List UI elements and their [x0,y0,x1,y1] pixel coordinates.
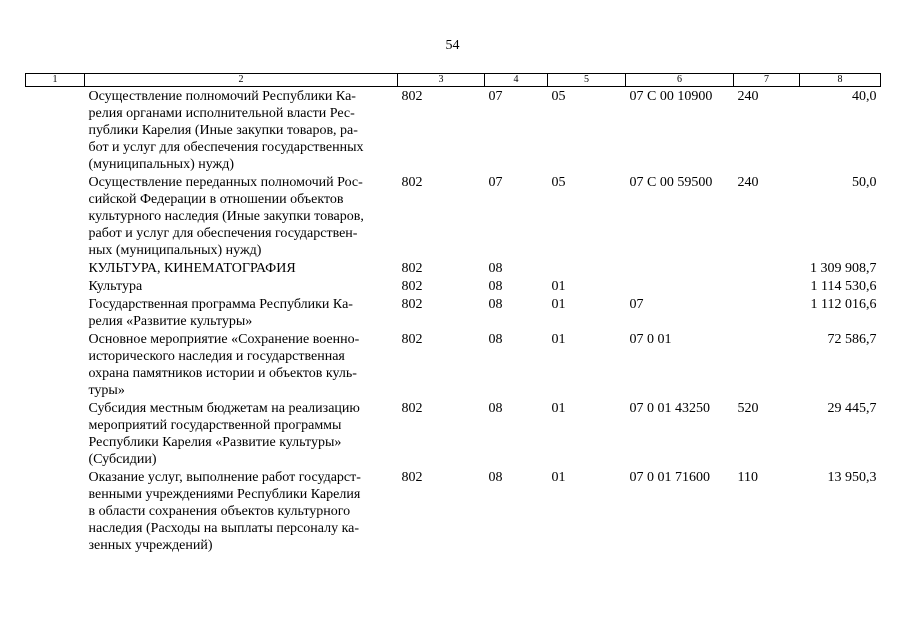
row-col3-cell: 802 [401,261,423,276]
table-row [26,173,881,259]
row-col6-cell: 07 0 01 43250 [629,401,710,416]
row-col1-cell [26,330,85,399]
row-name-cell: Осуществление переданных полномочий Рос- сийской Федерации в отношении объектов культурного наследия (Иные закупки товаров, работ и услуг для обеспечения государствен- ных (муниципальных) нужд) [88,175,364,258]
row-col5-cell: 01 [551,332,566,347]
row-name-cell: Культура [88,279,143,294]
row-name-cell: Государственная программа Республики Ка- релия «Развитие культуры» [88,297,353,329]
row-col3-cell: 802 [401,89,423,104]
row-col3-cell: 802 [401,332,423,347]
row-col5-cell: 01 [551,470,566,485]
row-col5-cell: 05 [551,175,566,190]
row-col4-cell: 08 [488,470,503,485]
row-col7-cell: 110 [737,470,758,485]
row-col3-cell: 802 [401,279,423,294]
row-col4-cell: 07 [488,175,503,190]
row-col7-cell: 240 [737,89,759,104]
column-header-3: 3 [398,74,485,87]
row-col5-cell: 01 [551,297,566,312]
row-amount-cell: 50,0 [852,175,877,190]
row-col4-cell: 08 [488,297,503,312]
row-col4-cell: 08 [488,279,503,294]
row-col7-cell [734,330,800,399]
row-name-cell: Осуществление полномочий Республики Ка- релия органами исполнительной власти Рес- публики Карелия (Иные закупки товаров, ра- бот и услуг для обеспечения государственных (муниципальных) нужд) [88,89,364,172]
row-col6-cell: 07 С 00 10900 [629,89,713,104]
row-col7-cell [734,277,800,295]
row-col1-cell [26,399,85,468]
row-col4-cell: 08 [488,401,503,416]
row-col3-cell: 802 [401,470,423,485]
column-header-8: 8 [800,74,881,87]
row-col1-cell [26,173,85,259]
row-amount-cell: 29 445,7 [827,401,877,416]
table-row [26,295,881,330]
row-col4-cell: 07 [488,89,503,104]
column-header-2: 2 [85,74,398,87]
row-col1-cell [26,468,85,554]
row-col1-cell [26,277,85,295]
row-col6-cell: 07 0 01 [629,332,672,347]
table-row [26,468,881,554]
row-amount-cell: 1 309 908,7 [810,261,877,276]
row-col5-cell: 01 [551,279,566,294]
row-col3-cell: 802 [401,401,423,416]
row-col6-cell [626,277,734,295]
row-col4-cell: 08 [488,261,503,276]
column-header-4: 4 [485,74,548,87]
row-amount-cell: 13 950,3 [827,470,877,485]
table-row [26,330,881,399]
row-name-cell: КУЛЬТУРА, КИНЕМАТОГРАФИЯ [88,261,296,276]
row-col1-cell [26,259,85,277]
row-amount-cell: 72 586,7 [827,332,877,347]
table-row [26,277,881,295]
row-col6-cell: 07 0 01 71600 [629,470,710,485]
row-amount-cell: 1 112 016,6 [810,297,877,312]
row-amount-cell: 40,0 [852,89,877,104]
row-col1-cell [26,295,85,330]
row-amount-cell: 1 114 530,6 [810,279,877,294]
row-col1-cell [26,87,85,174]
row-name-cell: Оказание услуг, выполнение работ государст- венными учреждениями Республики Карелия в области сохранения объектов культурного наследия (Расходы на выплаты персоналу ка- зенных учреждений) [88,470,361,553]
page-number: 54 [445,38,460,53]
header-row [26,74,881,87]
column-header-5: 5 [548,74,626,87]
column-header-7: 7 [734,74,800,87]
row-col6-cell: 07 С 00 59500 [629,175,713,190]
row-col6-cell [626,259,734,277]
table-row [26,259,881,277]
row-col7-cell [734,295,800,330]
row-col3-cell: 802 [401,175,423,190]
row-col6-cell: 07 [629,297,644,312]
row-col5-cell: 01 [551,401,566,416]
row-col7-cell: 520 [737,401,759,416]
row-name-cell: Субсидия местным бюджетам на реализацию мероприятий государственной программы Республики Карелия «Развитие культуры» (Субсидии) [88,401,360,467]
row-name-cell: Основное мероприятие «Сохранение военно- исторического наследия и государственная охрана памятников истории и объектов куль- туры» [88,332,360,398]
column-header-6: 6 [626,74,734,87]
row-col5-cell [548,259,626,277]
column-header-1: 1 [26,74,85,87]
table-row [26,87,881,174]
table-row [26,399,881,468]
row-col3-cell: 802 [401,297,423,312]
row-col4-cell: 08 [488,332,503,347]
table-header [26,74,881,87]
row-col7-cell [734,259,800,277]
table-body [26,87,881,555]
row-col7-cell: 240 [737,175,759,190]
row-col5-cell: 05 [551,89,566,104]
budget-table [25,73,881,554]
